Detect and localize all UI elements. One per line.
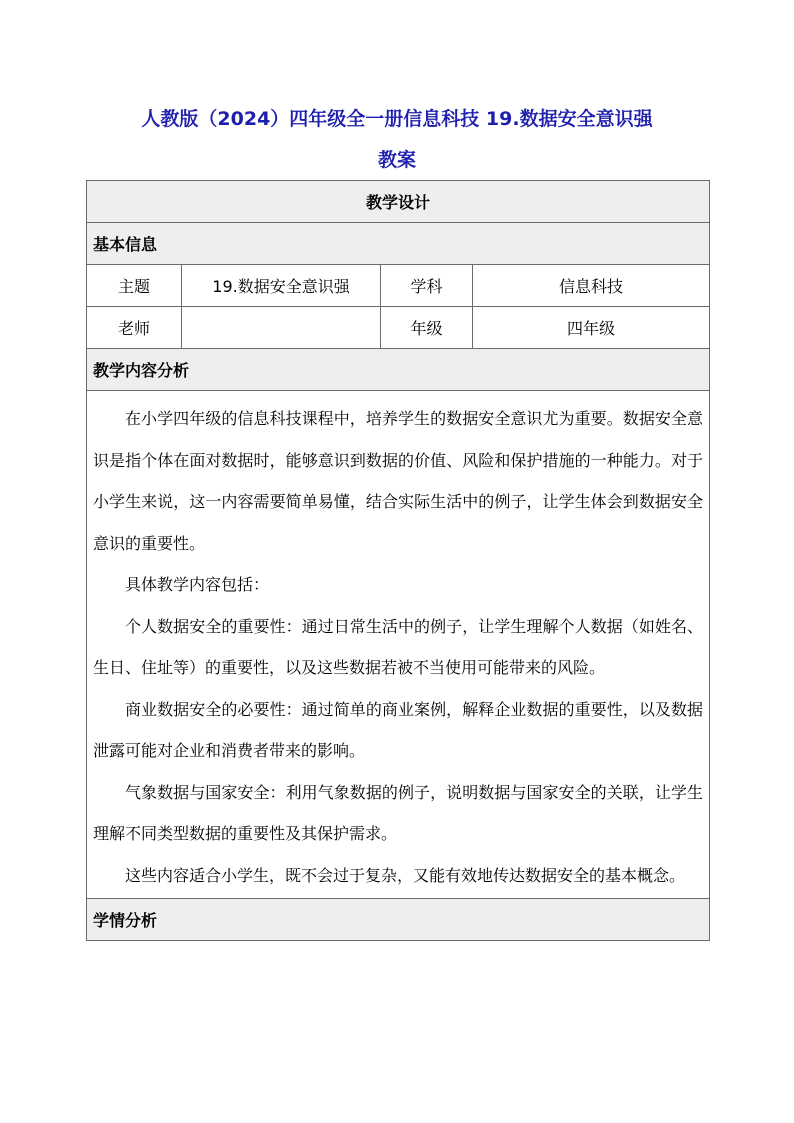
- content-analysis-heading-row: [87, 349, 710, 391]
- value-subject: 信息科技: [473, 265, 710, 307]
- document-title-line-1: 人教版（2024）四年级全一册信息科技 19.数据安全意识强: [141, 108, 653, 130]
- value-teacher: [182, 307, 381, 349]
- teaching-design-table: [86, 180, 710, 941]
- table-header-row: [87, 181, 710, 223]
- label-teacher: 老师: [87, 307, 182, 349]
- content-analysis-row: [87, 391, 710, 899]
- paragraph: 商业数据安全的必要性：通过简单的商业案例，解释企业数据的重要性，以及数据泄露可能对企业和消费者带来的影响。: [93, 699, 704, 760]
- value-topic: 19.数据安全意识强: [182, 265, 381, 307]
- label-topic: 主题: [87, 265, 182, 307]
- paragraph: 具体教学内容包括：: [125, 575, 270, 594]
- section-heading-basic-info: 基本信息: [87, 223, 710, 265]
- section-heading-content-analysis: 教学内容分析: [87, 349, 710, 391]
- table-row: [87, 265, 710, 307]
- paragraph: 在小学四年级的信息科技课程中，培养学生的数据安全意识尤为重要。数据安全意识是指个体在面对数据时，能够意识到数据的价值、风险和保护措施的一种能力。对于小学生来说，这一内容需要简单易懂，结合实际生活中的例子，让学生体会到数据安全意识的重要性。: [93, 409, 704, 553]
- label-subject: 学科: [381, 265, 473, 307]
- content-analysis-body: [87, 391, 710, 899]
- section-heading-learner-analysis: 学情分析: [87, 899, 710, 941]
- basic-info-heading-row: [87, 223, 710, 265]
- label-grade: 年级: [381, 307, 473, 349]
- paragraph: 个人数据安全的重要性：通过日常生活中的例子，让学生理解个人数据（如姓名、生日、住址等）的重要性，以及这些数据若被不当使用可能带来的风险。: [93, 616, 704, 677]
- table-header: 教学设计: [87, 181, 710, 223]
- paragraph: 这些内容适合小学生，既不会过于复杂，又能有效地传达数据安全的基本概念。: [125, 865, 686, 885]
- paragraph: 气象数据与国家安全：利用气象数据的例子，说明数据与国家安全的关联，让学生理解不同类型数据的重要性及其保护需求。: [93, 782, 704, 843]
- table-row: [87, 307, 710, 349]
- document-title-line-2: 教案: [377, 149, 416, 171]
- learner-analysis-heading-row: [87, 899, 710, 941]
- value-grade: 四年级: [473, 307, 710, 349]
